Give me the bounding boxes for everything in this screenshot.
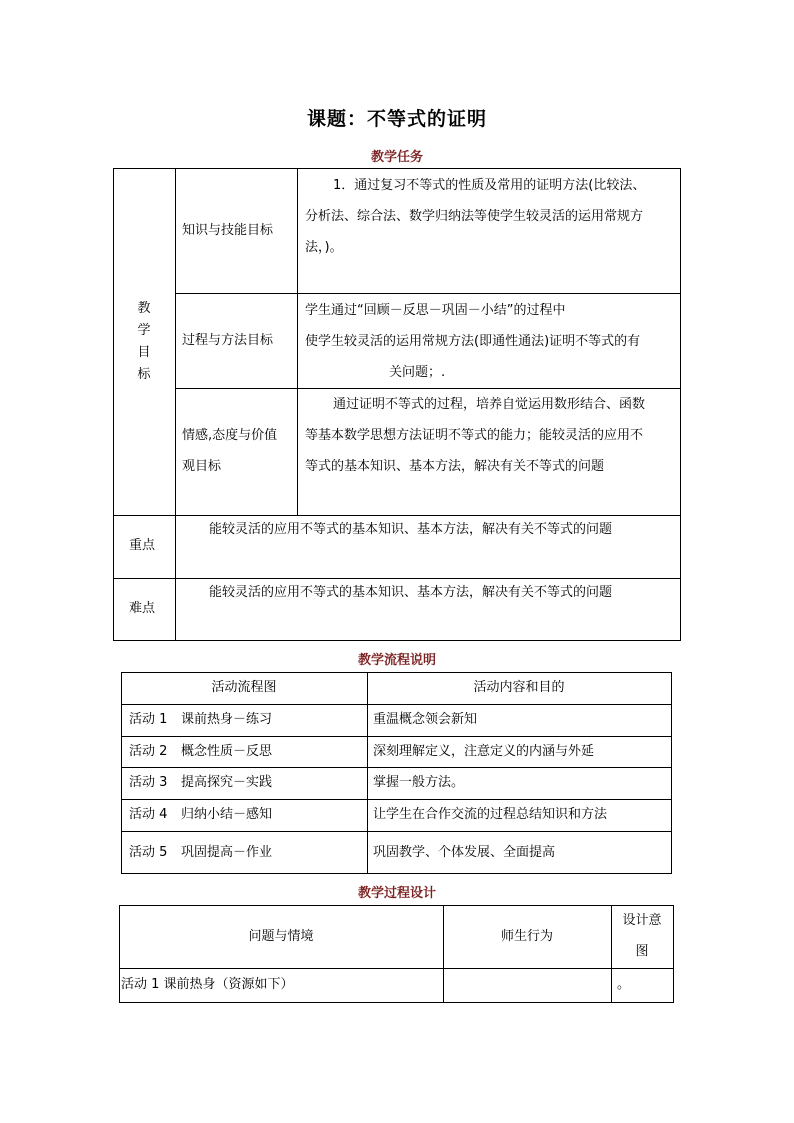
- process-header-behavior: 师生行为: [500, 929, 553, 944]
- section-title-process: 教学过程设计: [357, 886, 436, 901]
- process-method-label: 过程与方法目标: [182, 333, 274, 348]
- flow-header-diagram: 活动流程图: [211, 680, 277, 695]
- section-title-teaching-task: 教学任务: [370, 150, 423, 165]
- difficulty-content: 能较灵活的应用不等式的基本知识、基本方法，解决有关不等式的问题: [209, 585, 613, 600]
- goal-label: 教 学 目 标: [137, 301, 151, 382]
- page-title: 课题：不等式的证明: [306, 108, 487, 130]
- process-header-problem: 问题与情境: [248, 929, 314, 944]
- flow-header-content: 活动内容和目的: [473, 680, 565, 695]
- section-title-flow: 教学流程说明: [357, 653, 436, 668]
- difficulty-label: 难点: [129, 601, 156, 616]
- knowledge-skill-label: 知识与技能目标: [182, 223, 274, 238]
- key-point-content: 能较灵活的应用不等式的基本知识、基本方法，解决有关不等式的问题: [209, 522, 613, 537]
- key-point-label: 重点: [129, 538, 156, 553]
